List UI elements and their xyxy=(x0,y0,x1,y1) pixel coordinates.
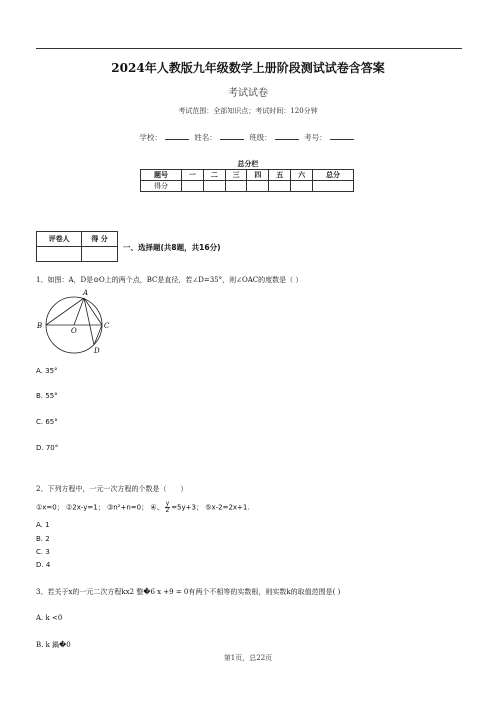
label-a: A xyxy=(83,289,89,297)
score-header-cell: 六 xyxy=(291,170,313,181)
grader-header-cell: 评卷人 xyxy=(37,232,82,247)
question-2-option-c[interactable]: C. 3 xyxy=(36,548,50,556)
field-school-blank[interactable] xyxy=(165,131,189,140)
question-1-option-d[interactable]: D. 70° xyxy=(36,444,59,452)
score-table-caption: 总分栏 xyxy=(237,159,259,168)
score-header-cell: 五 xyxy=(269,170,291,181)
label-d: D xyxy=(94,347,100,355)
field-id-blank[interactable] xyxy=(330,131,354,140)
segment-ab xyxy=(46,298,84,325)
exam-info: 考试范围：全部知识点；考试时间：120分钟 xyxy=(178,107,318,115)
score-header-cell: 一 xyxy=(181,170,203,181)
field-class-label: 班级： xyxy=(249,133,272,142)
grader-table xyxy=(36,231,118,262)
score-row-label: 得分 xyxy=(141,181,182,192)
question-1-option-c[interactable]: C. 65° xyxy=(36,418,58,426)
question-3-option-a[interactable]: A. k <0 xyxy=(36,614,63,622)
grader-cell[interactable] xyxy=(82,247,118,262)
score-header-cell: 总分 xyxy=(313,170,354,181)
score-cell[interactable] xyxy=(313,181,354,192)
fraction-y-over-2: $\frac{y}{2}$ xyxy=(165,500,170,514)
score-cell[interactable] xyxy=(203,181,225,192)
score-cell[interactable] xyxy=(225,181,247,192)
grader-value-row xyxy=(37,247,118,262)
question-3-option-b[interactable]: B. k 鍋�0 xyxy=(36,641,71,649)
score-cell[interactable] xyxy=(269,181,291,192)
document-title: 2024年人教版九年级数学上册阶段测试试卷含答案 xyxy=(111,61,385,75)
field-name-blank[interactable] xyxy=(220,131,244,140)
question-3-stem: 3、若关于x的一元二次方程kx2 整�6 x +9 = 0有两个不相等的实数根，则实数k的取值范围是( ) xyxy=(36,588,341,596)
question-2-option-a[interactable]: A. 1 xyxy=(36,521,50,529)
header-rule xyxy=(36,48,462,49)
question-2-items xyxy=(36,501,250,514)
grader-header-row xyxy=(37,232,118,247)
question-2-stem: 2、下列方程中，一元一次方程的个数是（ ） xyxy=(36,485,188,493)
question-1-stem: 1、如图：A，D是⊙O上的两个点，BC是直径，若∠D=35°，则∠OAC的度数是（ ） xyxy=(36,276,303,284)
question-2-item: ⑤x-2=2x+1. xyxy=(205,503,250,512)
question-2-item: ①x=0； xyxy=(36,503,64,512)
section-title: 一、选择题(共8题，共16分) xyxy=(123,243,221,252)
question-2-item: =5y+3； xyxy=(171,503,203,512)
score-table-header-row xyxy=(141,170,354,181)
question-1-option-a[interactable]: A. 35° xyxy=(36,367,58,375)
score-header-cell: 二 xyxy=(203,170,225,181)
score-cell[interactable] xyxy=(291,181,313,192)
student-info-line xyxy=(0,131,496,143)
field-id-label: 考号： xyxy=(304,133,327,142)
score-cell[interactable] xyxy=(247,181,269,192)
score-cell[interactable] xyxy=(181,181,203,192)
page-footer: 第1页，总22页 xyxy=(223,654,273,662)
question-2-option-b[interactable]: B. 2 xyxy=(36,535,50,543)
segment-cd xyxy=(94,325,102,345)
score-header-cell: 三 xyxy=(225,170,247,181)
field-name-label: 姓名： xyxy=(194,133,217,142)
question-2-option-d[interactable]: D. 4 xyxy=(36,561,51,569)
label-b: B xyxy=(37,322,43,330)
grader-cell[interactable] xyxy=(37,247,82,262)
question-2-item: ③n²+n=0； xyxy=(106,503,149,512)
score-header-cell: 四 xyxy=(247,170,269,181)
question-2-item: ④、 xyxy=(150,503,164,512)
field-class-blank[interactable] xyxy=(275,131,299,140)
field-school-label: 学校： xyxy=(139,133,162,142)
circle-figure xyxy=(34,285,118,355)
document-subtitle: 考试试卷 xyxy=(228,88,268,99)
label-c: C xyxy=(104,322,110,330)
score-table-score-row xyxy=(141,181,354,192)
score-header-cell: 题号 xyxy=(141,170,182,181)
grader-header-cell: 得 分 xyxy=(82,232,118,247)
question-1-option-b[interactable]: B. 55° xyxy=(36,392,58,400)
segment-ao xyxy=(74,298,84,325)
question-2-item: ②2x-y=1； xyxy=(65,503,105,512)
label-o: O xyxy=(71,327,77,335)
score-table xyxy=(140,169,354,192)
